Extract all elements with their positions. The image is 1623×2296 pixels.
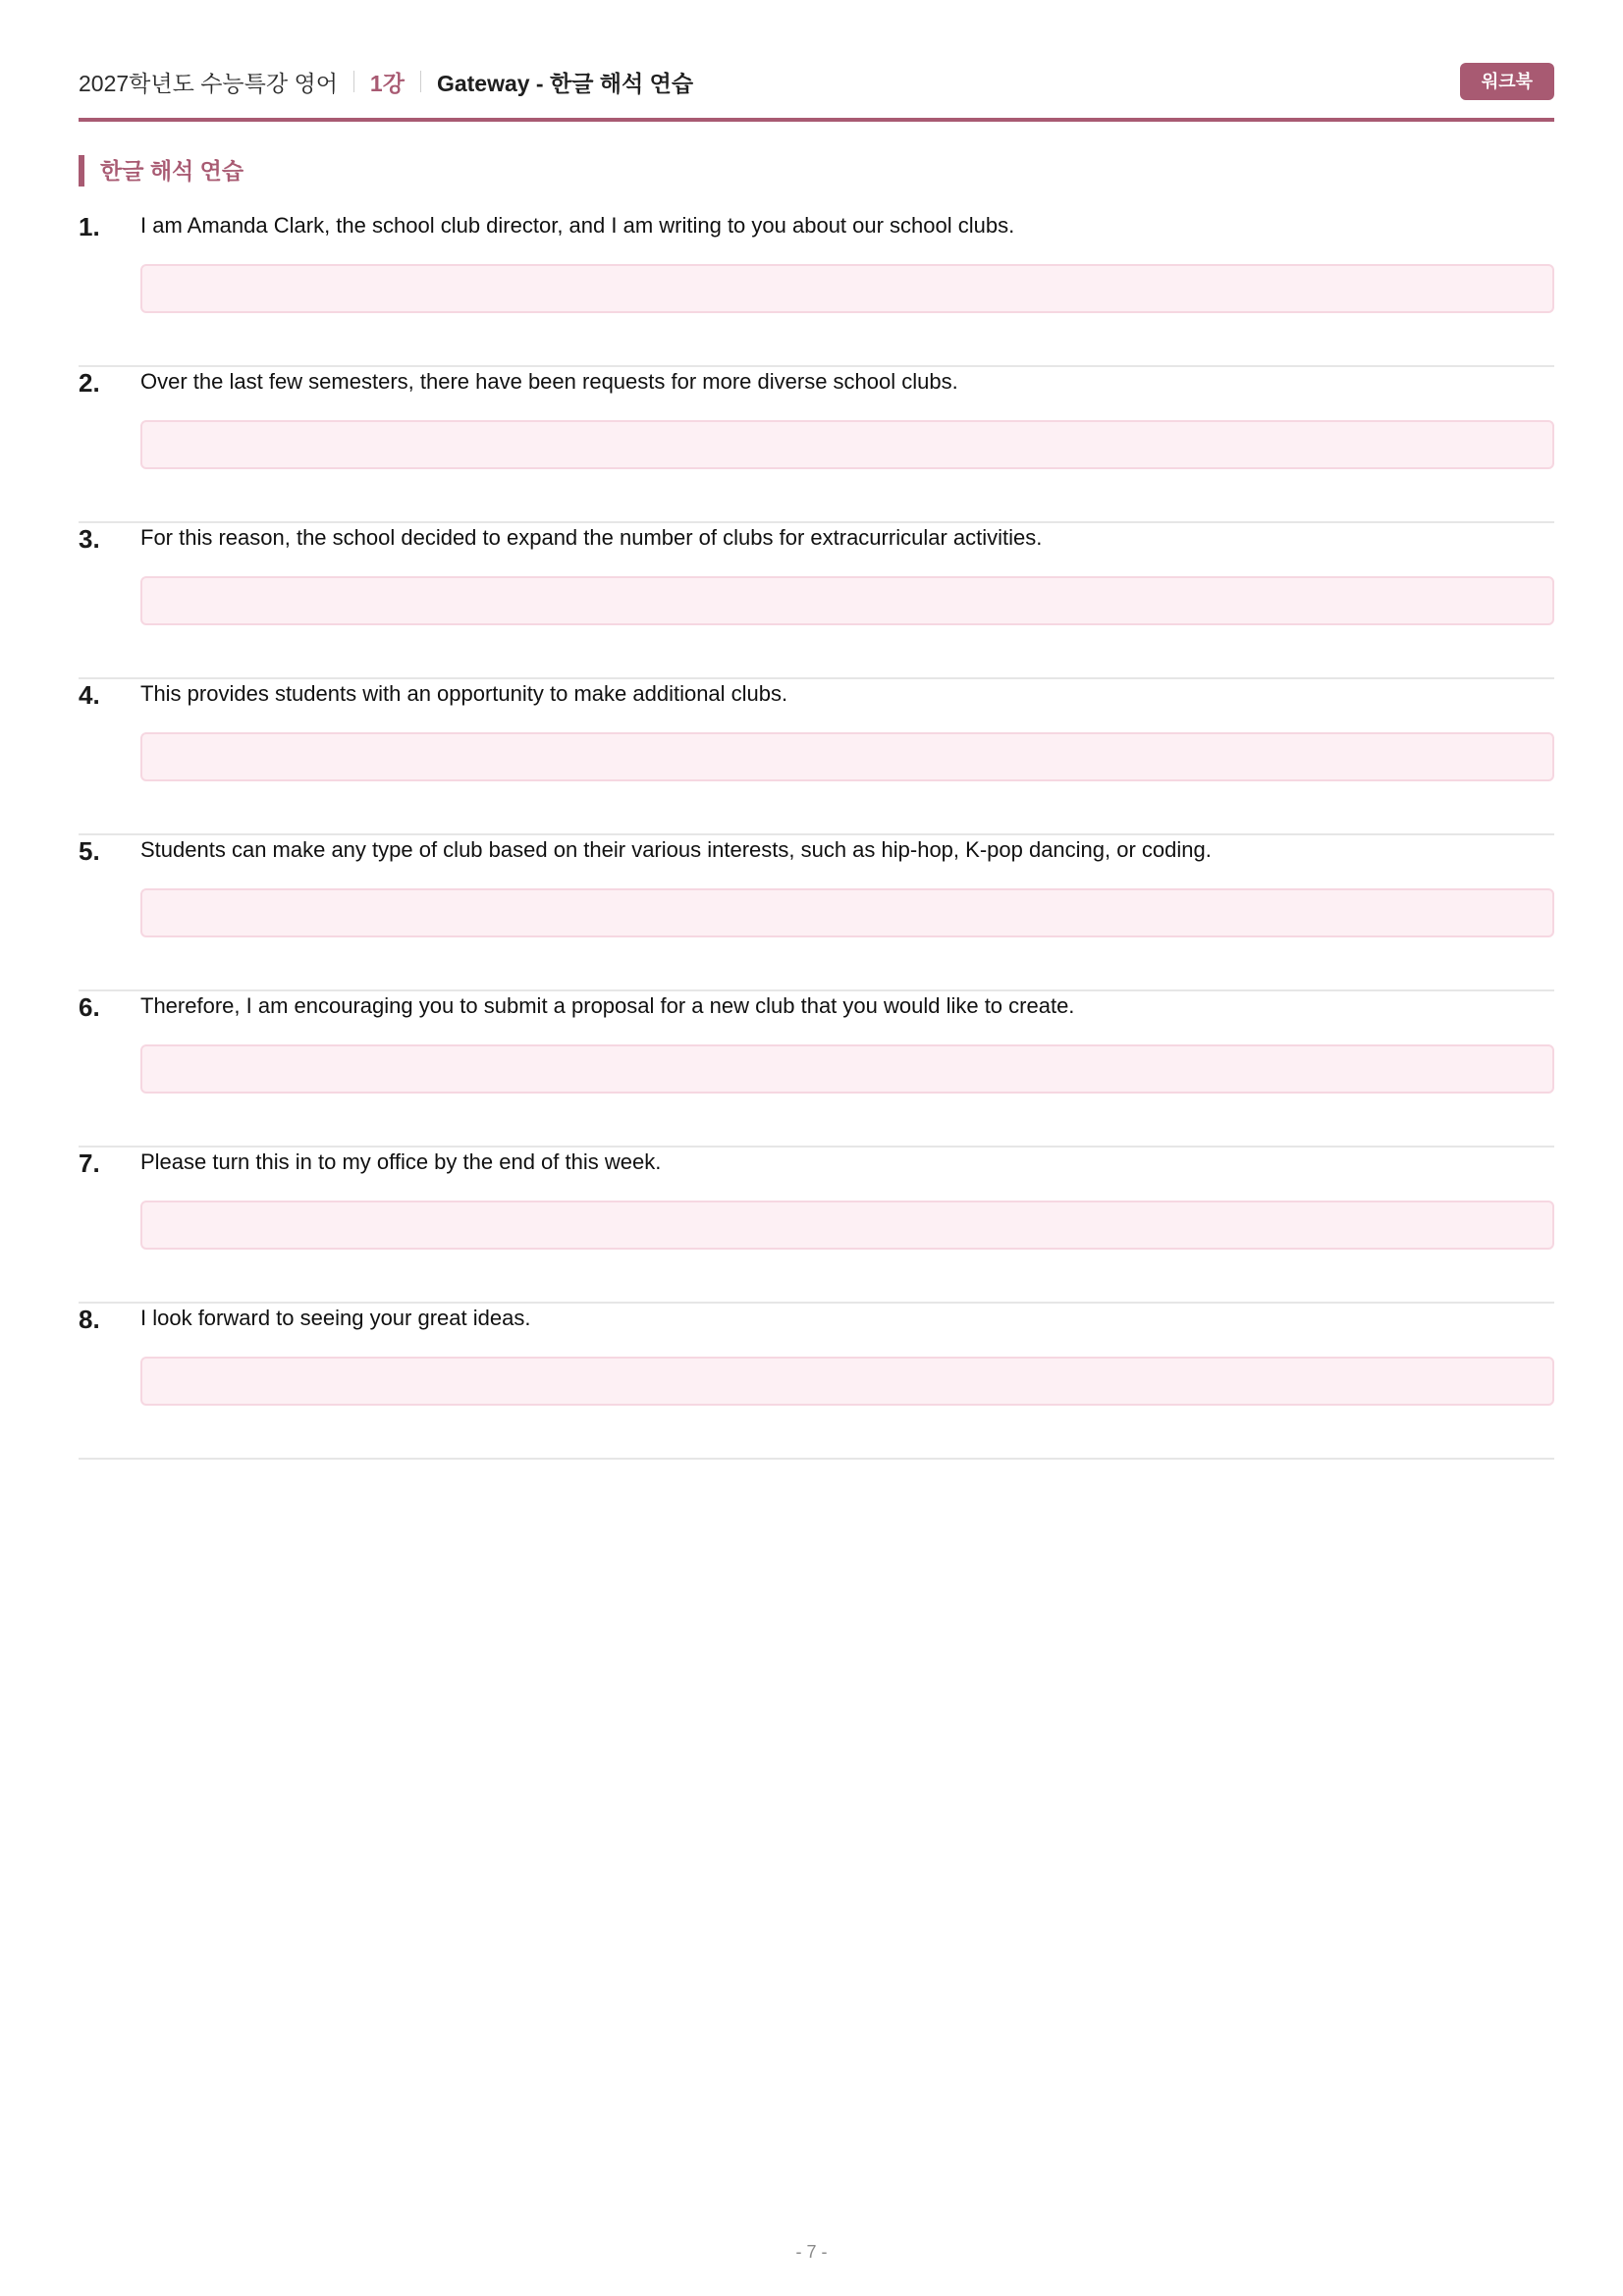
- answer-input[interactable]: [140, 576, 1554, 625]
- question-text: Over the last few semesters, there have been requests for more diverse school clubs.: [140, 369, 958, 394]
- header-divider: [353, 71, 354, 92]
- header-divider: [420, 71, 421, 92]
- question-text: Students can make any type of club based on their various interests, such as hip-hop, K-pop dancing, or coding.: [140, 837, 1212, 862]
- question-item: [79, 1304, 1554, 1460]
- question-number: 7.: [79, 1148, 100, 1178]
- question-item: [79, 991, 1554, 1148]
- question-item: [79, 679, 1554, 835]
- question-list: [79, 211, 1554, 1460]
- question-number: 1.: [79, 212, 100, 241]
- lesson-title: Gateway - 한글 해석 연습: [436, 70, 694, 96]
- question-number: 8.: [79, 1305, 100, 1334]
- course-title: 2027학년도 수능특강 영어: [79, 70, 338, 96]
- page-number: - 7 -: [795, 2242, 828, 2262]
- question-item: [79, 523, 1554, 679]
- question-number: 4.: [79, 680, 100, 710]
- question-item: [79, 367, 1554, 523]
- question-text: This provides students with an opportunity to make additional clubs.: [140, 681, 788, 706]
- header-breadcrumb: [79, 67, 693, 96]
- question-text: I look forward to seeing your great ideas.: [140, 1306, 531, 1330]
- question-text: Please turn this in to my office by the end of this week.: [140, 1149, 662, 1174]
- question-number: 5.: [79, 836, 100, 866]
- workbook-badge: 워크북: [1460, 63, 1554, 100]
- answer-input[interactable]: [140, 1044, 1554, 1094]
- answer-input[interactable]: [140, 1357, 1554, 1406]
- answer-input[interactable]: [140, 1201, 1554, 1250]
- answer-input[interactable]: [140, 888, 1554, 937]
- question-text: Therefore, I am encouraging you to submit a proposal for a new club that you would like to create.: [140, 993, 1075, 1018]
- answer-input[interactable]: [140, 732, 1554, 781]
- question-item: [79, 211, 1554, 367]
- question-text: I am Amanda Clark, the school club director, and I am writing to you about our school clubs.: [140, 213, 1015, 238]
- workbook-page: [79, 0, 1554, 2296]
- question-text: For this reason, the school decided to expand the number of clubs for extracurricular activities.: [140, 525, 1043, 550]
- answer-input[interactable]: [140, 264, 1554, 313]
- question-item: [79, 835, 1554, 991]
- unit-label: 1강: [369, 70, 405, 96]
- question-number: 6.: [79, 992, 100, 1022]
- question-item: [79, 1148, 1554, 1304]
- answer-input[interactable]: [140, 420, 1554, 469]
- section-title: 한글 해석 연습: [79, 155, 243, 187]
- question-number: 3.: [79, 524, 100, 554]
- page-header: [79, 61, 1554, 122]
- question-number: 2.: [79, 368, 100, 398]
